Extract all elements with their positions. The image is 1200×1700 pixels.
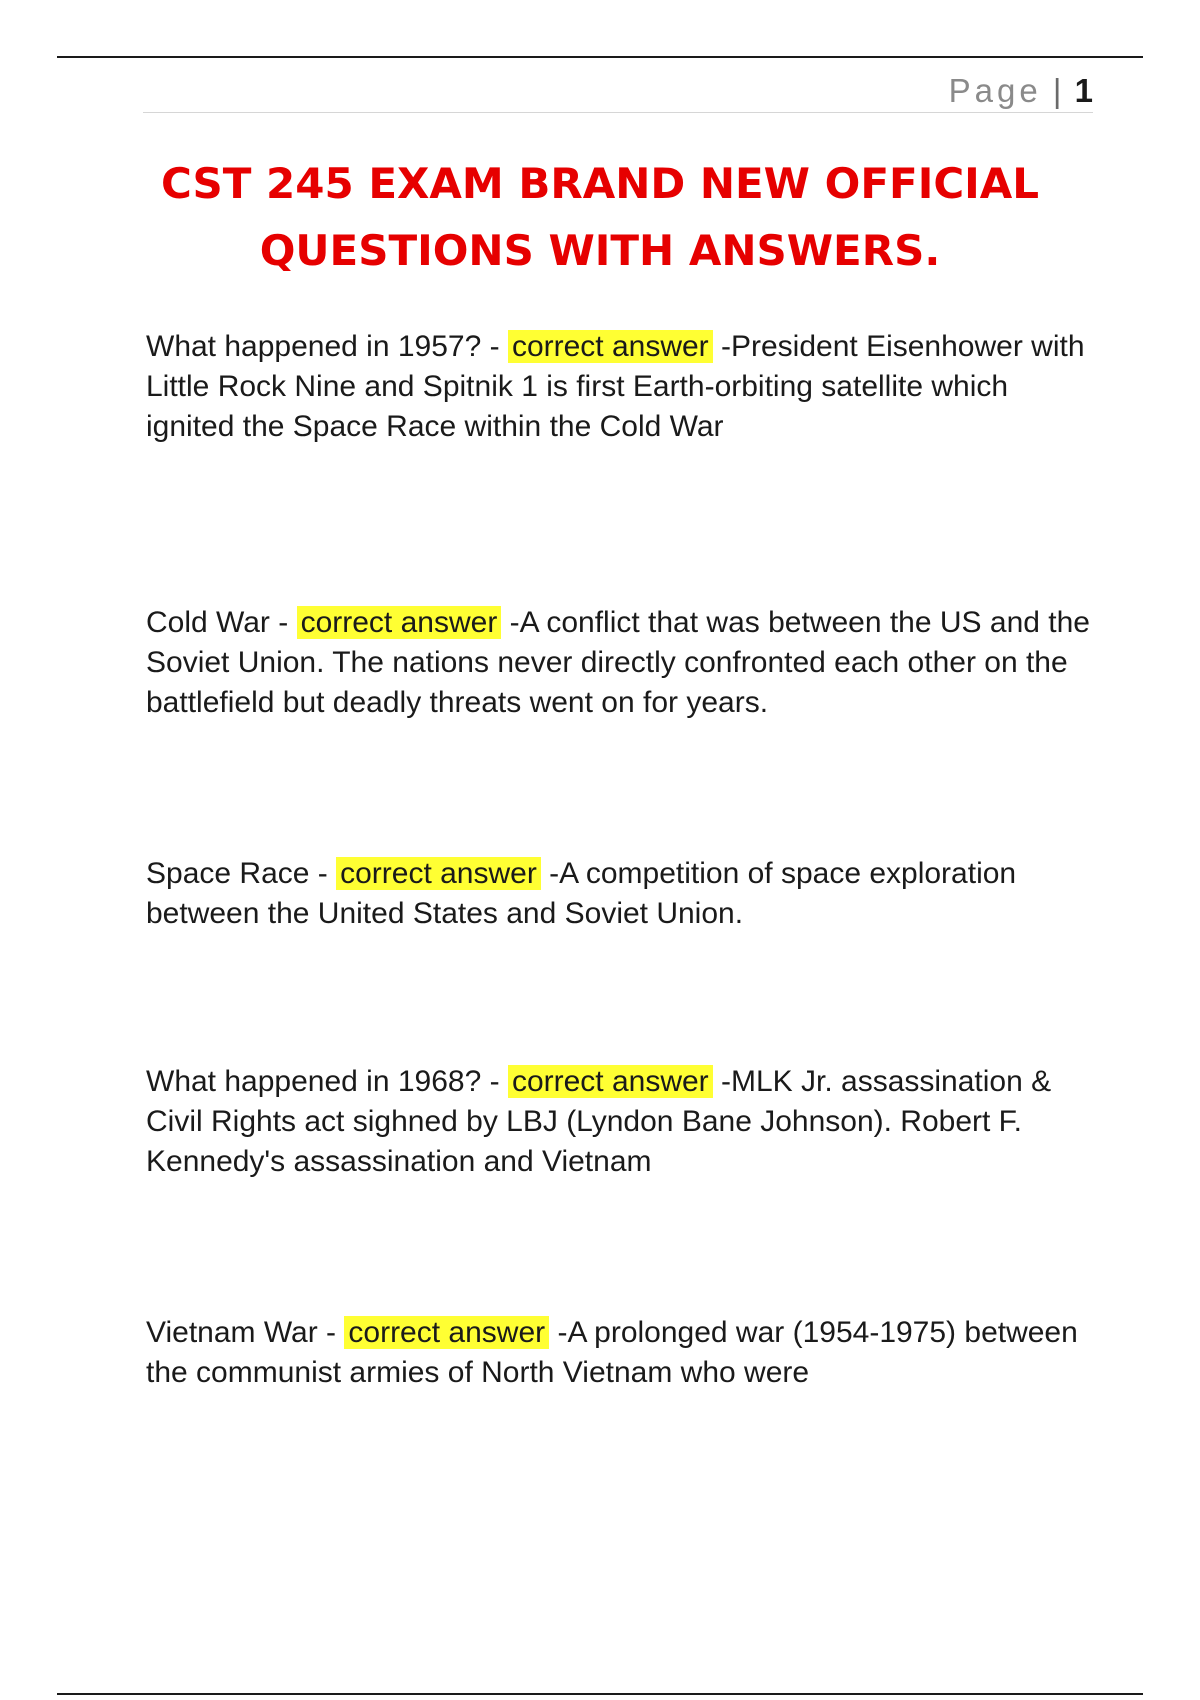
- page-separator: |: [1052, 72, 1062, 109]
- qa-answer: -A prolonged war (1954-1975) between the communist armies of North Vietnam who were: [146, 1316, 1078, 1389]
- answer-highlight: correct answer: [297, 606, 502, 639]
- qa-item-cold-war: [146, 603, 1096, 723]
- qa-item-1968: [146, 1062, 1096, 1182]
- qa-item-vietnam-war: [146, 1313, 1096, 1393]
- qa-term: Vietnam War -: [146, 1316, 345, 1349]
- qa-item-1957: [146, 327, 1096, 447]
- answer-highlight: correct answer: [336, 857, 541, 890]
- answer-highlight: correct answer: [508, 1065, 713, 1098]
- qa-term: What happened in 1968? -: [146, 1065, 508, 1098]
- top-rule: [57, 56, 1143, 58]
- qa-answer: -President Eisenhower with Little Rock Nine and Spitnik 1 is first Earth-orbiting satellite which ignited the Space Race within the Cold War: [146, 330, 1085, 443]
- page-number: 1: [1074, 72, 1093, 109]
- answer-highlight: correct answer: [508, 330, 713, 363]
- qa-term: Cold War -: [146, 606, 297, 639]
- bottom-rule: [57, 1693, 1143, 1695]
- page-word: Page: [948, 72, 1042, 109]
- qa-term: What happened in 1957? -: [146, 330, 508, 363]
- qa-answer: -A conflict that was between the US and the Soviet Union. The nations never directly confronted each other on the battlefield but deadly threats went on for years.: [146, 606, 1090, 719]
- qa-answer: -MLK Jr. assassination & Civil Rights act sighned by LBJ (Lyndon Bane Johnson). Robert F. Kennedy's assassination and Vietnam: [146, 1065, 1052, 1178]
- qa-answer: -A competition of space exploration between the United States and Soviet Union.: [146, 857, 1017, 930]
- answer-highlight: correct answer: [344, 1316, 549, 1349]
- document-title: CST 245 EXAM BRAND NEW OFFICIAL QUESTIONS WITH ANSWERS.: [160, 159, 1040, 275]
- page-header: [143, 72, 1093, 113]
- qa-item-space-race: [146, 854, 1096, 934]
- qa-term: Space Race -: [146, 857, 337, 890]
